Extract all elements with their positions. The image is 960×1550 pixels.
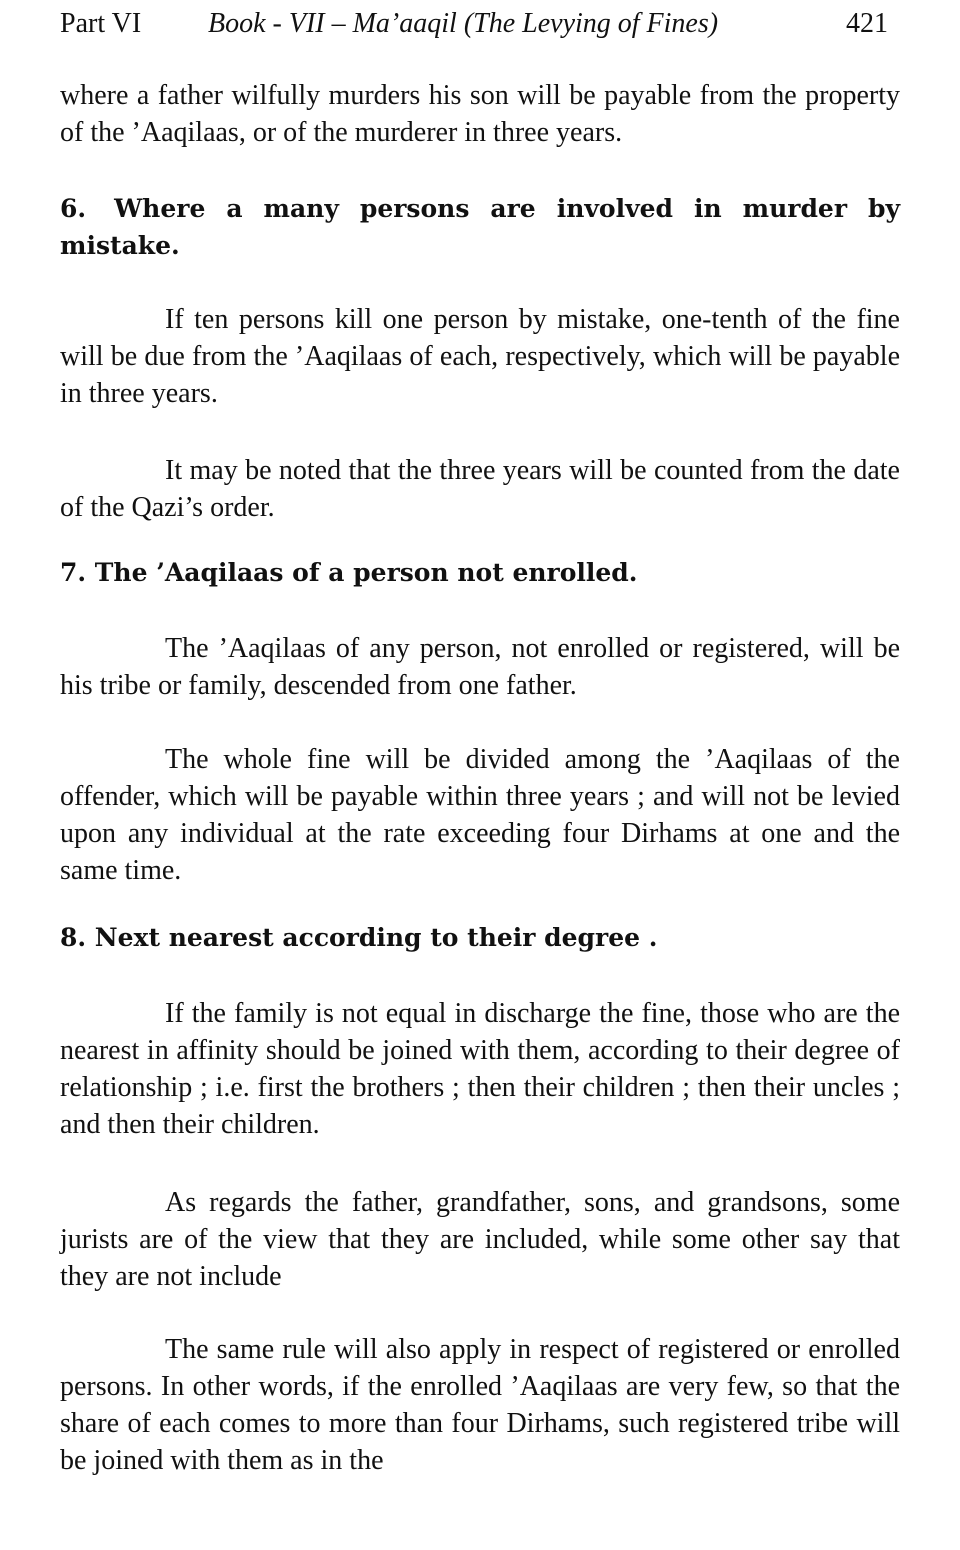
section-6-title: Where a many persons are involved in murder by mistake. [60,194,900,260]
page-number: 421 [846,8,888,39]
section-heading-7: 7. The ’Aaqilaas of a person not enrolled. [60,558,638,587]
paragraph-family-not-equal: If the family is not equal in discharge the fine, those who are the nearest in affinity should be joined with them, according to their degree of relationship ; i.e. first the brothers ; then their children ; then their uncles ; and then their children. [60,998,900,1140]
running-header [60,4,900,44]
paragraph-three-years-note: It may be noted that the three years will be counted from the date of the Qazi’s order. [60,455,900,523]
header-book-title: Book - VII – Ma’aaqil (The Levying of Fines) [208,8,719,39]
paragraph-ten-persons: If ten persons kill one person by mistake, one-tenth of the fine will be due from the ’Aaqilaas of each, respectively, which will be payable in three years. [60,304,900,409]
section-heading-6 [60,190,900,264]
paragraph-same-rule: The same rule will also apply in respect of registered or enrolled persons. In other words, if the enrolled ’Aaqilaas are very few, so that the share of each comes to more than four Dirhams, such registered tribe will be joined with them as in the [60,1334,900,1476]
paragraph-continuation: where a father wilfully murders his son will be payable from the property of the ’Aaqilaas, or of the murderer in three years. [60,80,900,148]
section-6-number: 6. [60,194,87,223]
paragraph-father-grandfather: As regards the father, grandfather, sons, and grandsons, some jurists are of the view that they are included, while some other say that they are not include [60,1187,900,1292]
header-part-label: Part VI [60,8,142,39]
paragraph-not-enrolled: The ’Aaqilaas of any person, not enrolled or registered, will be his tribe or family, descended from one father. [60,633,900,701]
section-heading-8: 8. Next nearest according to their degree . [60,923,658,952]
paragraph-whole-fine: The whole fine will be divided among the ’Aaqilaas of the offender, which will be payable within three years ; and will not be levied upon any individual at the rate exceeding four Dirhams at one and the same time. [60,744,900,886]
